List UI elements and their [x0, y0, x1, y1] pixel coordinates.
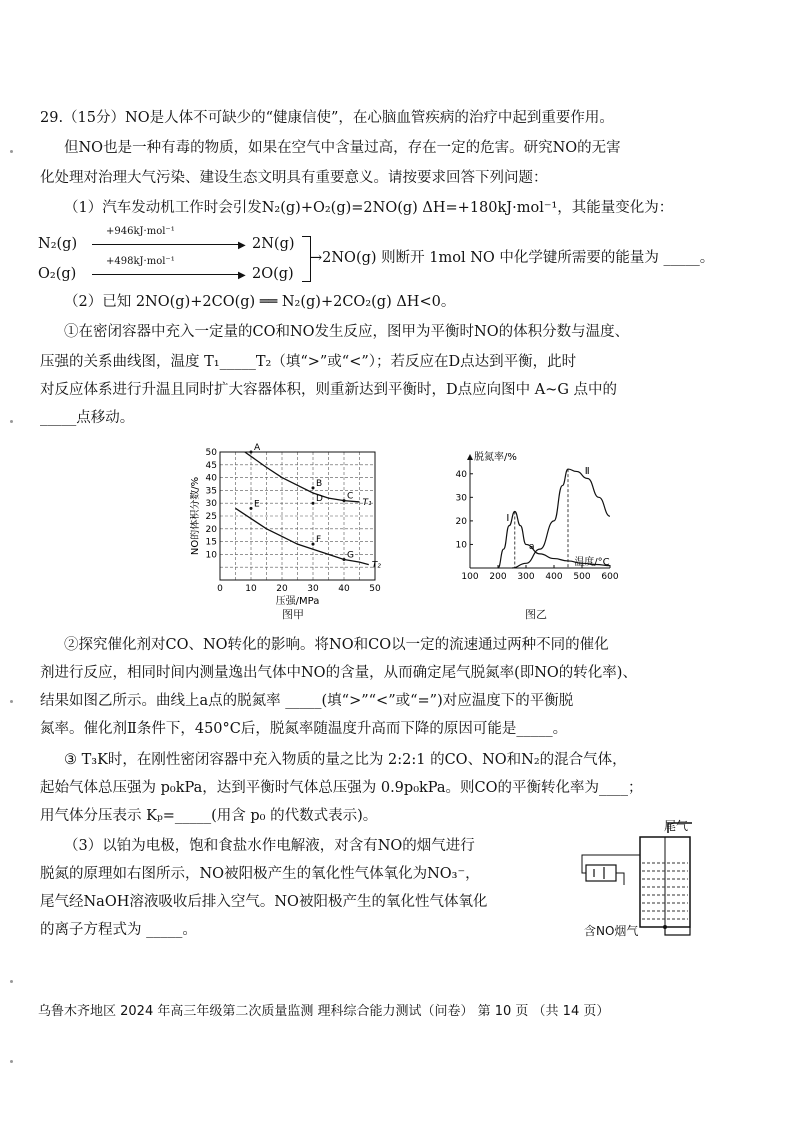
- part2-sub3-line: ③ T₃K时，在刚性密闭容器中充入物质的量之比为 2:2:1 的CO、NO和N₂的混合气体，: [64, 752, 627, 768]
- figure-yi-caption: 图乙: [525, 608, 547, 621]
- point-label: A: [254, 443, 261, 453]
- energy-diagram: [38, 226, 715, 288]
- part1-line: （1）汽车发动机工作时会引发N₂(g)+O₂(g)=2NO(g) ΔH=+180kJ·mol⁻¹，其能量变化为：: [64, 200, 674, 216]
- part2-line: （2）已知 2NO(g)+2CO(g) ══ N₂(g)+2CO₂(g) ΔH<0。: [64, 294, 456, 310]
- arrow-head-icon: ▶: [238, 270, 246, 281]
- binding-dot: [10, 700, 13, 703]
- part2-sub2-line: ②探究催化剂对CO、NO转化的影响。将NO和CO以一定的流速通过两种不同的催化: [64, 637, 609, 653]
- part2-sub2-line: 剂进行反应，相同时间内测量逸出气体中NO的含量，从而确定尾气脱氮率(即NO的转化率)、: [40, 665, 637, 681]
- x-tick-label: 10: [245, 584, 257, 594]
- part2-sub1-line: 对反应体系进行升温且同时扩大容器体积，则重新达到平衡时，D点应向图中 A~G 点中的: [40, 382, 618, 398]
- y-tick-label: 50: [205, 448, 217, 458]
- figure-jia-caption: 图甲: [282, 608, 304, 621]
- part2-sub2-line: 氮率。催化剂Ⅱ条件下，450°C后，脱氮率随温度升高而下降的原因可能是_____。: [40, 721, 568, 737]
- arrow-line: [92, 274, 242, 275]
- intro-line: 化处理对治理大气污染、建设生态文明具有重要意义。请按要求回答下列问题：: [40, 170, 548, 186]
- part3-line: 尾气经NaOH溶液吸收后排入空气。NO被阳极产生的氧化性气体氧化: [40, 894, 488, 910]
- point-label: D: [316, 494, 323, 505]
- inlet-label: 含NO烟气: [584, 924, 639, 938]
- o2-left: O₂(g): [38, 266, 77, 282]
- n2-left: N₂(g): [38, 236, 78, 252]
- x-tick-label: 100: [461, 572, 479, 582]
- x-tick-label: 600: [601, 572, 619, 582]
- y-tick-label: 40: [205, 473, 217, 484]
- binding-dot: [10, 1060, 13, 1063]
- x-tick-label: 40: [338, 584, 350, 594]
- x-tick-label: 400: [545, 572, 563, 582]
- x-tick-label: 50: [369, 584, 381, 594]
- o2-right: 2O(g): [252, 266, 294, 282]
- page-footer: 乌鲁木齐地区 2024 年高三年级第二次质量监测 理科综合能力测试（问卷） 第 10 页 （共 14 页）: [38, 1004, 610, 1019]
- y-arrow-icon: [467, 454, 473, 460]
- question-header: 29.（15分）NO是人体不可缺少的“健康信使”，在心脑血管疾病的治疗中起到重要作用。: [40, 110, 614, 126]
- part3-line: （3）以铂为电极，饱和食盐水作电解液，对含有NO的烟气进行: [64, 838, 475, 854]
- data-point: [343, 558, 346, 561]
- x-tick-label: 30: [307, 584, 319, 594]
- point-label: F: [316, 535, 322, 546]
- x-axis-label: 压强/MPa: [275, 596, 320, 607]
- point-label: C: [347, 491, 354, 502]
- data-point: [343, 499, 346, 502]
- o2-energy-label: +498kJ·mol⁻¹: [106, 256, 175, 267]
- part3-line: 脱氮的原理如右图所示，NO被阳极产生的氧化性气体氧化为NO₃⁻，: [40, 866, 480, 882]
- x-tick-label: 500: [573, 572, 591, 582]
- curve-label: T₂: [371, 560, 381, 571]
- y-tick-label: 35: [205, 486, 217, 497]
- data-point: [312, 502, 315, 505]
- part2-sub1-line: ①在密闭容器中充入一定量的CO和NO发生反应，图甲为平衡时NO的体积分数与温度、: [64, 324, 630, 340]
- figure-jia-chart: [190, 440, 390, 615]
- intro-line: 但NO也是一种有毒的物质，如果在空气中含量过高，存在一定的危害。研究NO的无害: [64, 140, 621, 156]
- binding-dot: [10, 420, 13, 423]
- data-point: [312, 486, 315, 489]
- y-tick-label: 10: [455, 540, 467, 551]
- binding-dot: [10, 150, 13, 153]
- part2-sub1-line: 压强的关系曲线图，温度 T₁_____T₂（填“>”或“<”）；若反应在D点达到平衡，此时: [40, 354, 577, 370]
- curve-label: Ⅱ: [584, 465, 590, 477]
- n2-energy-label: +946kJ·mol⁻¹: [106, 226, 175, 237]
- point-label: E: [254, 499, 260, 510]
- series-line-1: [245, 452, 360, 505]
- power-source: [586, 865, 616, 881]
- y-tick-label: 15: [205, 537, 217, 548]
- curve-label: T₁: [362, 497, 372, 508]
- y-tick-label: 30: [455, 493, 467, 504]
- x-tick-label: 0: [217, 584, 223, 594]
- arrow-line: [92, 244, 242, 245]
- arrow-head-icon: ▶: [238, 240, 246, 251]
- y-tick-label: 10: [205, 550, 217, 561]
- part2-sub1-line: _____点移动。: [40, 410, 135, 426]
- curve-label: Ⅰ: [506, 512, 510, 524]
- data-point: [312, 543, 315, 546]
- x-tick-label: 200: [489, 572, 507, 582]
- y-tick-label: 20: [455, 516, 467, 527]
- part2-sub2-line: 结果如图乙所示。曲线上a点的脱氮率 _____(填“>”“<”或“=”)对应温度下的平衡脱: [40, 693, 574, 709]
- binding-dot: [10, 980, 13, 983]
- part2-sub3-line: 用气体分压表示 Kₚ=_____(用含 p₀ 的代数式表示)。: [40, 808, 378, 824]
- y-tick-label: 25: [205, 512, 217, 522]
- figure-yi-chart: [440, 450, 620, 590]
- y-tick-label: 45: [205, 460, 217, 471]
- point-label: G: [347, 550, 354, 561]
- n2-right: 2N(g): [252, 236, 295, 252]
- data-point: [250, 507, 253, 510]
- series-line-2: [512, 469, 610, 568]
- point-label: a: [529, 542, 535, 553]
- energy-result: →2NO(g) 则断开 1mol NO 中化学键所需要的能量为 _____。: [310, 250, 715, 266]
- x-axis-label: 温度/°C: [574, 557, 610, 568]
- y-axis-label: 脱氮率/%: [474, 452, 517, 463]
- part2-sub3-line: 起始气体总压强为 p₀kPa，达到平衡时气体总压强为 0.9p₀kPa。则CO的平衡转化率为____；: [40, 780, 643, 796]
- y-axis-label: NO的体积分数/%: [190, 476, 201, 556]
- x-tick-label: 20: [276, 584, 288, 594]
- y-tick-label: 20: [205, 524, 217, 535]
- y-tick-label: 40: [455, 469, 467, 480]
- x-tick-label: 300: [517, 572, 535, 582]
- y-tick-label: 30: [205, 499, 217, 510]
- point-label: B: [316, 478, 323, 489]
- exhaust-label: 尾气: [664, 819, 689, 833]
- data-point: [250, 451, 253, 454]
- part3-line: 的离子方程式为 _____。: [40, 922, 197, 938]
- binding-marks: [10, 0, 14, 1130]
